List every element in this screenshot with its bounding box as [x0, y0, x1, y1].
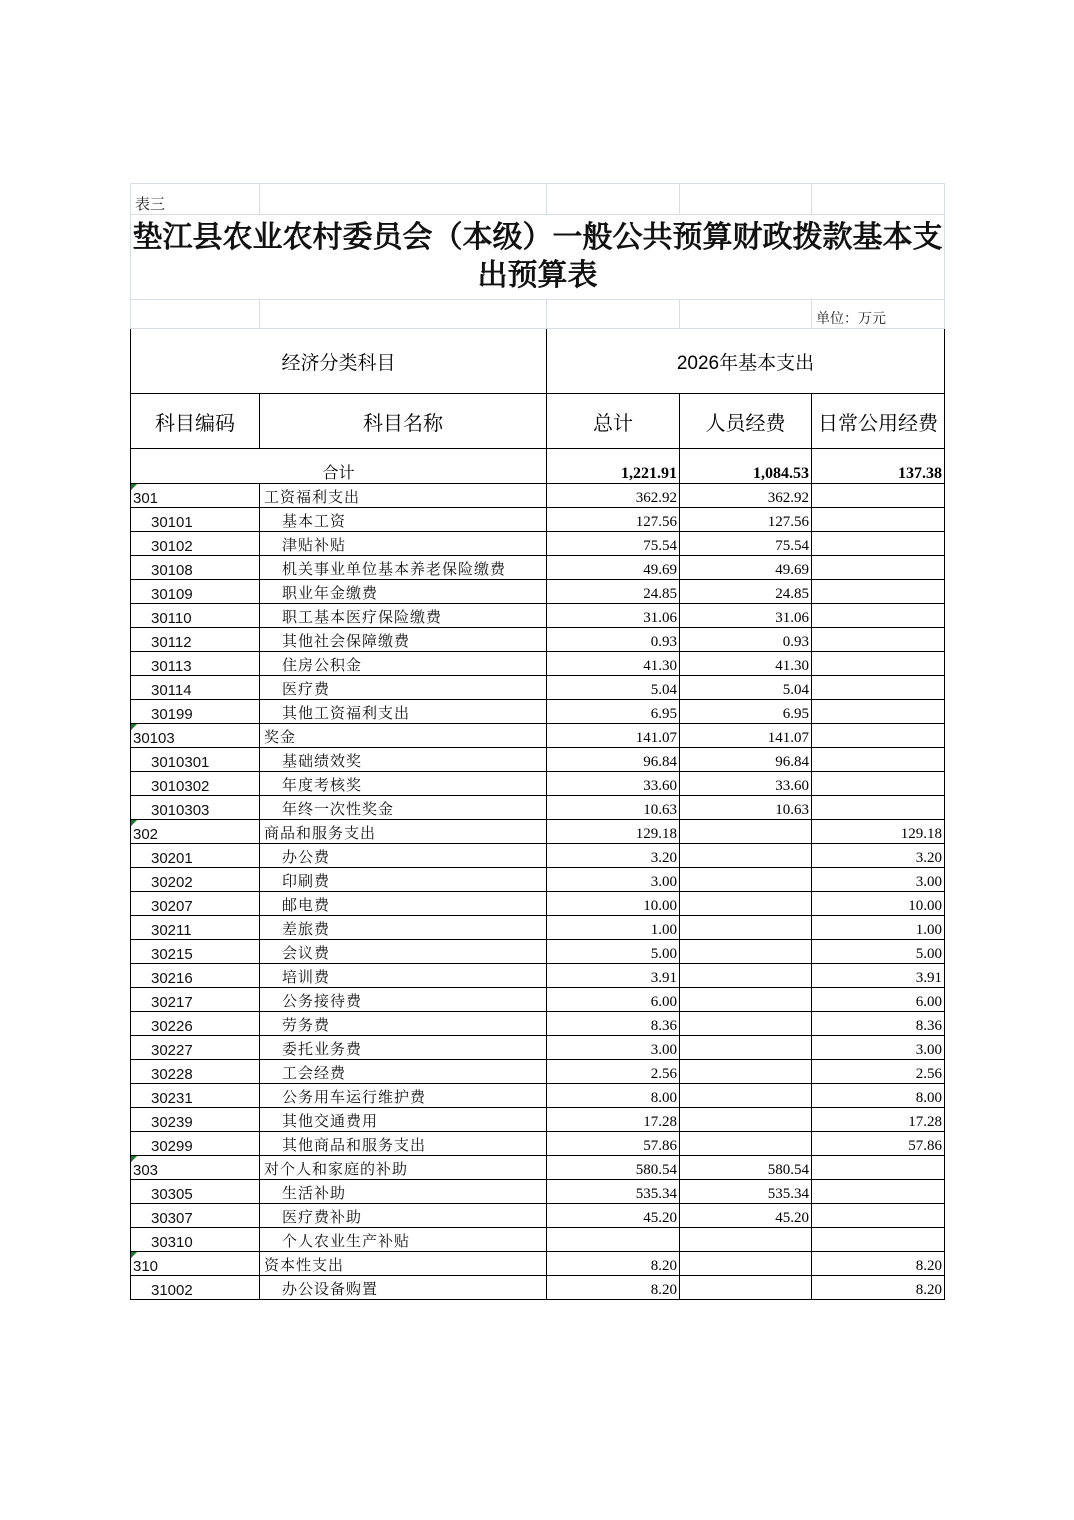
- row-personnel: [680, 868, 812, 892]
- row-total: 33.60: [547, 772, 680, 796]
- row-total: 5.04: [547, 676, 680, 700]
- row-personnel: 6.95: [680, 700, 812, 724]
- row-public: [812, 1228, 945, 1252]
- row-public: 3.20: [812, 844, 945, 868]
- row-public: 8.20: [812, 1252, 945, 1276]
- row-code-text: 310: [133, 1258, 159, 1275]
- row-public: [812, 532, 945, 556]
- row-name: 职工基本医疗保险缴费: [260, 604, 547, 628]
- table-row: [131, 772, 945, 796]
- row-name: 公务用车运行维护费: [260, 1084, 547, 1108]
- row-personnel: [680, 1108, 812, 1132]
- row-name: 资本性支出: [260, 1252, 547, 1276]
- row-personnel: [680, 964, 812, 988]
- row-code: [131, 1252, 260, 1276]
- row-name: 医疗费: [260, 676, 547, 700]
- row-public: [812, 772, 945, 796]
- row-name: 商品和服务支出: [260, 820, 547, 844]
- row-personnel: 96.84: [680, 748, 812, 772]
- row-public: [812, 700, 945, 724]
- row-personnel: [680, 916, 812, 940]
- budget-table: [130, 183, 945, 1300]
- row-total: 362.92: [547, 484, 680, 508]
- row-personnel: 0.93: [680, 628, 812, 652]
- table-row: [131, 1252, 945, 1276]
- row-personnel: 75.54: [680, 532, 812, 556]
- header-code: 科目编码: [131, 394, 260, 449]
- row-personnel: [680, 820, 812, 844]
- table-row: [131, 724, 945, 748]
- cell-marker-icon: [131, 820, 137, 826]
- row-code: 30101: [131, 508, 260, 532]
- row-total: 17.28: [547, 1108, 680, 1132]
- row-public: [812, 796, 945, 820]
- row-total: 8.20: [547, 1276, 680, 1300]
- table-row: [131, 1228, 945, 1252]
- row-name: 生活补助: [260, 1180, 547, 1204]
- row-public: [812, 652, 945, 676]
- totals-public: 137.38: [812, 449, 945, 484]
- row-code: [131, 724, 260, 748]
- row-personnel: [680, 988, 812, 1012]
- row-total: 3.91: [547, 964, 680, 988]
- row-personnel: 535.34: [680, 1180, 812, 1204]
- row-total: 41.30: [547, 652, 680, 676]
- row-name: 住房公积金: [260, 652, 547, 676]
- row-name: 个人农业生产补贴: [260, 1228, 547, 1252]
- table-row: [131, 508, 945, 532]
- row-code: 30102: [131, 532, 260, 556]
- row-name: 会议费: [260, 940, 547, 964]
- row-name: 办公设备购置: [260, 1276, 547, 1300]
- row-name: 奖金: [260, 724, 547, 748]
- row-public: [812, 748, 945, 772]
- cell-marker-icon: [131, 1252, 137, 1258]
- row-total: 6.00: [547, 988, 680, 1012]
- row-personnel: 362.92: [680, 484, 812, 508]
- row-name: 公务接待费: [260, 988, 547, 1012]
- row-public: 8.36: [812, 1012, 945, 1036]
- table-title: 垫江县农业农村委员会（本级）一般公共预算财政拨款基本支出预算表: [131, 215, 945, 300]
- row-personnel: [680, 1132, 812, 1156]
- table-row: [131, 1156, 945, 1180]
- row-total: 129.18: [547, 820, 680, 844]
- row-code: 30215: [131, 940, 260, 964]
- unit-label: 单位：万元: [812, 300, 945, 329]
- row-total: 6.95: [547, 700, 680, 724]
- table-row: [131, 604, 945, 628]
- row-public: 57.86: [812, 1132, 945, 1156]
- row-total: 8.00: [547, 1084, 680, 1108]
- row-total: 57.86: [547, 1132, 680, 1156]
- row-public: 17.28: [812, 1108, 945, 1132]
- row-public: 3.00: [812, 868, 945, 892]
- header-total: 总计: [547, 394, 680, 449]
- table-row: [131, 1180, 945, 1204]
- header-personnel: 人员经费: [680, 394, 812, 449]
- row-public: 10.00: [812, 892, 945, 916]
- table-row: [131, 1276, 945, 1300]
- header-public: 日常公用经费: [812, 394, 945, 449]
- header-name: 科目名称: [260, 394, 547, 449]
- row-code: 30227: [131, 1036, 260, 1060]
- row-public: 8.00: [812, 1084, 945, 1108]
- row-public: [812, 508, 945, 532]
- cell-marker-icon: [131, 484, 137, 490]
- row-code: 30211: [131, 916, 260, 940]
- row-personnel: 33.60: [680, 772, 812, 796]
- row-name: 工资福利支出: [260, 484, 547, 508]
- row-name: 委托业务费: [260, 1036, 547, 1060]
- row-total: 3.00: [547, 1036, 680, 1060]
- row-code: 30305: [131, 1180, 260, 1204]
- row-personnel: 141.07: [680, 724, 812, 748]
- row-code: 3010303: [131, 796, 260, 820]
- row-total: 31.06: [547, 604, 680, 628]
- row-name: 差旅费: [260, 916, 547, 940]
- row-personnel: [680, 1084, 812, 1108]
- table-row: [131, 700, 945, 724]
- header-group-expense: 2026年基本支出: [547, 329, 945, 394]
- table-row: [131, 892, 945, 916]
- row-public: 3.00: [812, 1036, 945, 1060]
- row-public: 6.00: [812, 988, 945, 1012]
- row-code: 30114: [131, 676, 260, 700]
- row-total: 75.54: [547, 532, 680, 556]
- table-row: [131, 580, 945, 604]
- row-public: 1.00: [812, 916, 945, 940]
- row-name: 津贴补贴: [260, 532, 547, 556]
- cell-marker-icon: [131, 724, 137, 730]
- row-personnel: 580.54: [680, 1156, 812, 1180]
- row-personnel: 5.04: [680, 676, 812, 700]
- row-code-text: 303: [133, 1162, 159, 1179]
- row-code: 3010302: [131, 772, 260, 796]
- row-personnel: 127.56: [680, 508, 812, 532]
- row-name: 基本工资: [260, 508, 547, 532]
- row-total: 10.63: [547, 796, 680, 820]
- row-total: 535.34: [547, 1180, 680, 1204]
- table-row: [131, 1108, 945, 1132]
- row-name: 年度考核奖: [260, 772, 547, 796]
- row-public: [812, 724, 945, 748]
- row-total: 580.54: [547, 1156, 680, 1180]
- row-code-text: 301: [133, 490, 159, 507]
- table-row: [131, 868, 945, 892]
- row-name: 邮电费: [260, 892, 547, 916]
- row-total: 96.84: [547, 748, 680, 772]
- row-public: 129.18: [812, 820, 945, 844]
- row-name: 职业年金缴费: [260, 580, 547, 604]
- table-row: [131, 820, 945, 844]
- totals-total: 1,221.91: [547, 449, 680, 484]
- row-code: 30202: [131, 868, 260, 892]
- table-row: [131, 1060, 945, 1084]
- row-code: 30216: [131, 964, 260, 988]
- row-public: [812, 484, 945, 508]
- table-row: [131, 628, 945, 652]
- row-name: 其他交通费用: [260, 1108, 547, 1132]
- row-personnel: 49.69: [680, 556, 812, 580]
- row-total: 10.00: [547, 892, 680, 916]
- row-total: 45.20: [547, 1204, 680, 1228]
- row-personnel: 24.85: [680, 580, 812, 604]
- row-personnel: [680, 940, 812, 964]
- row-personnel: [680, 892, 812, 916]
- row-public: [812, 1204, 945, 1228]
- row-total: 8.36: [547, 1012, 680, 1036]
- row-name: 其他社会保障缴费: [260, 628, 547, 652]
- row-name: 其他工资福利支出: [260, 700, 547, 724]
- row-code: 30108: [131, 556, 260, 580]
- table-row: [131, 652, 945, 676]
- row-personnel: 45.20: [680, 1204, 812, 1228]
- row-personnel: 41.30: [680, 652, 812, 676]
- row-name: 工会经费: [260, 1060, 547, 1084]
- table-row: [131, 916, 945, 940]
- table-row: [131, 484, 945, 508]
- row-personnel: [680, 1252, 812, 1276]
- row-personnel: 10.63: [680, 796, 812, 820]
- row-public: [812, 676, 945, 700]
- header-group-subject: 经济分类科目: [131, 329, 547, 394]
- totals-row: [131, 449, 945, 484]
- row-code: 30109: [131, 580, 260, 604]
- row-total: 49.69: [547, 556, 680, 580]
- row-public: [812, 628, 945, 652]
- row-personnel: [680, 844, 812, 868]
- table-row: [131, 1204, 945, 1228]
- table-row: [131, 1132, 945, 1156]
- row-public: [812, 1156, 945, 1180]
- row-name: 培训费: [260, 964, 547, 988]
- row-name: 其他商品和服务支出: [260, 1132, 547, 1156]
- row-name: 办公费: [260, 844, 547, 868]
- row-personnel: 31.06: [680, 604, 812, 628]
- row-name: 劳务费: [260, 1012, 547, 1036]
- row-total: 5.00: [547, 940, 680, 964]
- row-code: 30110: [131, 604, 260, 628]
- table-row: [131, 964, 945, 988]
- row-public: 5.00: [812, 940, 945, 964]
- row-public: [812, 580, 945, 604]
- row-code: [131, 484, 260, 508]
- row-public: [812, 556, 945, 580]
- row-public: 3.91: [812, 964, 945, 988]
- row-code: 30226: [131, 1012, 260, 1036]
- row-name: 对个人和家庭的补助: [260, 1156, 547, 1180]
- row-name: 基础绩效奖: [260, 748, 547, 772]
- table-row: [131, 988, 945, 1012]
- row-code: 30112: [131, 628, 260, 652]
- row-code: 30199: [131, 700, 260, 724]
- table-row: [131, 844, 945, 868]
- row-code: 30228: [131, 1060, 260, 1084]
- table-row: [131, 748, 945, 772]
- row-total: 8.20: [547, 1252, 680, 1276]
- row-personnel: [680, 1228, 812, 1252]
- budget-sheet: [130, 183, 944, 1300]
- row-code: 30201: [131, 844, 260, 868]
- table-row: [131, 1012, 945, 1036]
- table-row: [131, 940, 945, 964]
- row-name: 机关事业单位基本养老保险缴费: [260, 556, 547, 580]
- row-personnel: [680, 1276, 812, 1300]
- row-public: 8.20: [812, 1276, 945, 1300]
- table-note: 表三: [131, 184, 260, 215]
- row-code: 30299: [131, 1132, 260, 1156]
- row-total: [547, 1228, 680, 1252]
- row-personnel: [680, 1012, 812, 1036]
- row-code: [131, 1156, 260, 1180]
- row-code: 30239: [131, 1108, 260, 1132]
- row-total: 0.93: [547, 628, 680, 652]
- row-code-text: 302: [133, 826, 159, 843]
- row-public: [812, 1180, 945, 1204]
- totals-label: 合计: [131, 449, 547, 484]
- totals-personnel: 1,084.53: [680, 449, 812, 484]
- row-personnel: [680, 1036, 812, 1060]
- row-total: 141.07: [547, 724, 680, 748]
- row-code: 30113: [131, 652, 260, 676]
- table-row: [131, 1036, 945, 1060]
- row-code: 30307: [131, 1204, 260, 1228]
- row-code: 30207: [131, 892, 260, 916]
- row-total: 127.56: [547, 508, 680, 532]
- row-code-text: 30103: [133, 730, 175, 747]
- row-code: 30217: [131, 988, 260, 1012]
- row-total: 24.85: [547, 580, 680, 604]
- row-public: [812, 604, 945, 628]
- row-code: 3010301: [131, 748, 260, 772]
- row-name: 印刷费: [260, 868, 547, 892]
- row-name: 医疗费补助: [260, 1204, 547, 1228]
- table-row: [131, 1084, 945, 1108]
- table-row: [131, 796, 945, 820]
- row-total: 1.00: [547, 916, 680, 940]
- row-code: 30231: [131, 1084, 260, 1108]
- row-code: [131, 820, 260, 844]
- table-row: [131, 676, 945, 700]
- row-total: 3.20: [547, 844, 680, 868]
- table-row: [131, 532, 945, 556]
- row-total: 3.00: [547, 868, 680, 892]
- row-code: 30310: [131, 1228, 260, 1252]
- row-total: 2.56: [547, 1060, 680, 1084]
- row-code: 31002: [131, 1276, 260, 1300]
- table-row: [131, 556, 945, 580]
- row-public: 2.56: [812, 1060, 945, 1084]
- row-name: 年终一次性奖金: [260, 796, 547, 820]
- row-personnel: [680, 1060, 812, 1084]
- cell-marker-icon: [131, 1156, 137, 1162]
